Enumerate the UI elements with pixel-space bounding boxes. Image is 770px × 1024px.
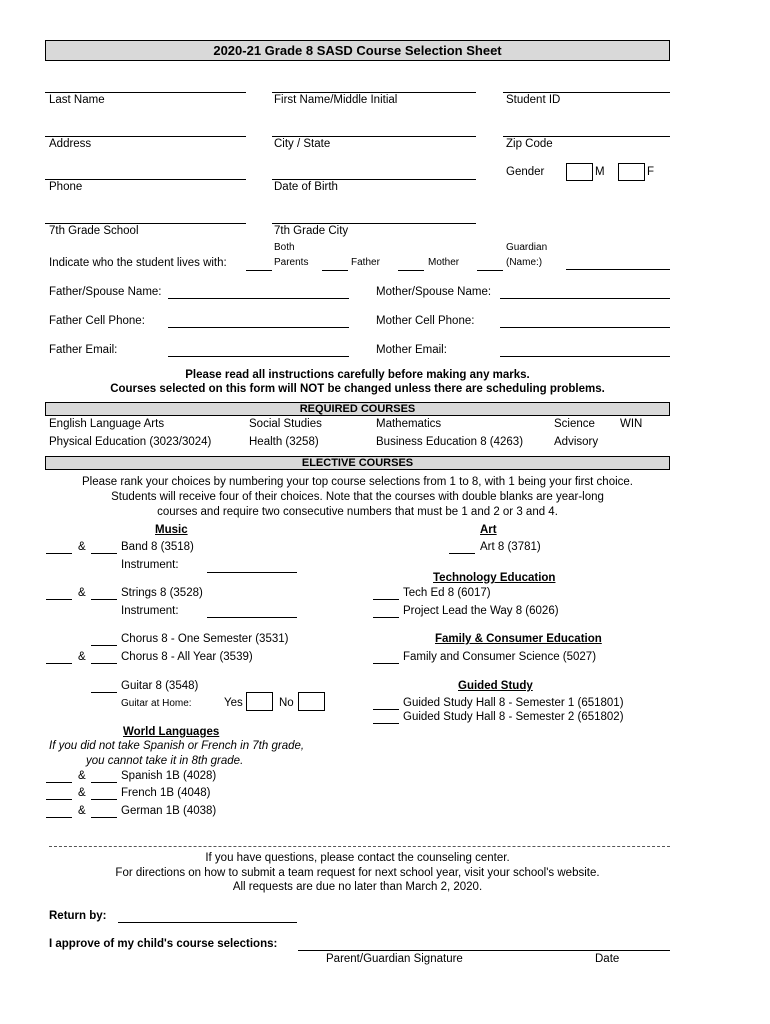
guitar-rank[interactable] xyxy=(91,692,117,693)
german-rank-1[interactable] xyxy=(46,817,72,818)
lives-with-label: Indicate who the student lives with: xyxy=(49,257,227,269)
father-blank[interactable] xyxy=(322,270,348,271)
dob-line[interactable] xyxy=(272,179,476,180)
father-email-line[interactable] xyxy=(168,356,349,357)
strings-instrument-line[interactable] xyxy=(207,617,297,618)
art-heading: Art xyxy=(480,524,497,536)
spanish-label: Spanish 1B (4028) xyxy=(121,770,217,782)
art-rank[interactable] xyxy=(449,553,475,554)
french-label: French 1B (4048) xyxy=(121,787,211,799)
instructions-line1: Please read all instructions carefully before making any marks. xyxy=(185,369,530,381)
fcs-label: Family and Consumer Science (5027) xyxy=(403,651,597,663)
gender-label: Gender xyxy=(506,166,545,178)
guardian-label: Guardian xyxy=(506,242,548,253)
mother-name-line[interactable] xyxy=(500,298,670,299)
art-label: Art 8 (3781) xyxy=(480,541,541,553)
elective-instructions-1: Please rank your choices by numbering your top course selections from 1 to 8, with 1 being your first choice. xyxy=(82,476,633,488)
band-instrument-line[interactable] xyxy=(207,572,297,573)
mother-email-line[interactable] xyxy=(500,356,670,357)
elective-courses-header: ELECTIVE COURSES xyxy=(45,456,670,470)
required-math: Mathematics xyxy=(376,418,442,430)
pltw-label: Project Lead the Way 8 (6026) xyxy=(403,605,559,617)
both-parents-blank[interactable] xyxy=(246,270,272,271)
fcs-heading: Family & Consumer Education xyxy=(435,633,602,645)
chorus-all-label: Chorus 8 - All Year (3539) xyxy=(121,651,253,663)
strings-rank-1[interactable] xyxy=(46,599,72,600)
return-by-label: Return by: xyxy=(49,910,107,922)
guided-study-heading: Guided Study xyxy=(458,680,533,692)
both-label: Both xyxy=(274,242,295,253)
strings-label: Strings 8 (3528) xyxy=(121,587,203,599)
address-label: Address xyxy=(49,138,92,150)
father-label: Father xyxy=(351,257,380,268)
technology-heading: Technology Education xyxy=(433,572,556,584)
amp: & xyxy=(78,587,86,599)
guided-sem2-label: Guided Study Hall 8 - Semester 2 (651802) xyxy=(403,711,624,723)
required-courses-header: REQUIRED COURSES xyxy=(45,402,670,416)
chorus-all-rank-2[interactable] xyxy=(91,663,117,664)
mother-label: Mother xyxy=(428,257,460,268)
zip-label: Zip Code xyxy=(506,138,553,150)
strings-rank-2[interactable] xyxy=(91,599,117,600)
footer-line-3: All requests are due no later than March 2, 2020. xyxy=(232,881,483,893)
required-ela: English Language Arts xyxy=(49,418,165,430)
phone-label: Phone xyxy=(49,181,83,193)
student-id-label: Student ID xyxy=(506,94,561,106)
guardian-name-label: (Name:) xyxy=(506,257,543,268)
amp: & xyxy=(78,805,86,817)
tech-ed-rank[interactable] xyxy=(373,599,399,600)
guardian-blank[interactable] xyxy=(477,270,503,271)
pltw-rank[interactable] xyxy=(373,617,399,618)
mother-blank[interactable] xyxy=(398,270,424,271)
elective-instructions-3: courses and require two consecutive numbers that must be 1 and 2 or 3 and 4. xyxy=(157,506,558,518)
music-heading: Music xyxy=(155,524,188,536)
last-name-label: Last Name xyxy=(49,94,105,106)
fcs-rank[interactable] xyxy=(373,663,399,664)
mother-cell-line[interactable] xyxy=(500,327,670,328)
guided-sem1-rank[interactable] xyxy=(373,709,399,710)
return-by-line[interactable] xyxy=(118,922,297,923)
guitar-label: Guitar 8 (3548) xyxy=(121,680,199,692)
gender-m-label: M xyxy=(595,166,605,178)
father-cell-line[interactable] xyxy=(168,327,349,328)
father-email-label: Father Email: xyxy=(49,344,118,356)
spanish-rank-1[interactable] xyxy=(46,782,72,783)
required-health: Health (3258) xyxy=(249,436,319,448)
signature-line[interactable] xyxy=(298,950,670,951)
amp: & xyxy=(78,787,86,799)
student-id-line[interactable] xyxy=(503,92,670,93)
languages-note-2: you cannot take it in 8th grade. xyxy=(86,755,244,767)
first-name-line[interactable] xyxy=(272,92,476,93)
instructions-line2: Courses selected on this form will NOT be changed unless there are scheduling problems. xyxy=(110,383,605,395)
footer-line-1: If you have questions, please contact the counseling center. xyxy=(205,852,510,864)
amp: & xyxy=(78,541,86,553)
band-instrument-label: Instrument: xyxy=(121,559,179,571)
school7-line[interactable] xyxy=(45,223,246,224)
required-science: Science xyxy=(554,418,595,430)
school7-label: 7th Grade School xyxy=(49,225,139,237)
band-label: Band 8 (3518) xyxy=(121,541,194,553)
required-business: Business Education 8 (4263) xyxy=(376,436,524,448)
guardian-name-line[interactable] xyxy=(566,269,670,270)
chorus-one-label: Chorus 8 - One Semester (3531) xyxy=(121,633,289,645)
elective-instructions-2: Students will receive four of their choices. Note that the courses with double blanks are year-long xyxy=(111,491,604,503)
band-rank-1[interactable] xyxy=(46,553,72,554)
required-advisory: Advisory xyxy=(554,436,599,448)
first-name-label: First Name/Middle Initial xyxy=(274,94,398,106)
zip-line[interactable] xyxy=(503,136,670,137)
signature-label: Parent/Guardian Signature xyxy=(326,953,463,965)
parents-label: Parents xyxy=(274,257,309,268)
last-name-line[interactable] xyxy=(45,92,246,93)
father-name-label: Father/Spouse Name: xyxy=(49,286,162,298)
required-pe: Physical Education (3023/3024) xyxy=(49,436,212,448)
amp: & xyxy=(78,770,86,782)
guitar-no-checkbox[interactable] xyxy=(298,692,325,711)
amp: & xyxy=(78,651,86,663)
guided-sem1-label: Guided Study Hall 8 - Semester 1 (651801) xyxy=(403,697,624,709)
footer-divider xyxy=(49,846,670,847)
gender-m-checkbox[interactable] xyxy=(566,163,593,181)
mother-name-label: Mother/Spouse Name: xyxy=(376,286,492,298)
languages-note-1: If you did not take Spanish or French in 7th grade, xyxy=(49,740,305,752)
chorus-one-rank[interactable] xyxy=(91,645,117,646)
city-state-line[interactable] xyxy=(272,136,476,137)
required-win: WIN xyxy=(620,418,643,430)
guided-sem2-rank[interactable] xyxy=(373,723,399,724)
guitar-yes-checkbox[interactable] xyxy=(246,692,273,711)
tech-ed-label: Tech Ed 8 (6017) xyxy=(403,587,491,599)
approve-label: I approve of my child's course selections: xyxy=(49,938,278,950)
guitar-yes-label: Yes xyxy=(224,697,243,709)
chorus-all-rank-1[interactable] xyxy=(46,663,72,664)
french-rank-1[interactable] xyxy=(46,799,72,800)
father-name-line[interactable] xyxy=(168,298,349,299)
spanish-rank-2[interactable] xyxy=(91,782,117,783)
mother-cell-label: Mother Cell Phone: xyxy=(376,315,475,327)
city7-line[interactable] xyxy=(272,223,476,224)
address-line[interactable] xyxy=(45,136,246,137)
band-rank-2[interactable] xyxy=(91,553,117,554)
city-state-label: City / State xyxy=(274,138,331,150)
date-label: Date xyxy=(595,953,620,965)
german-rank-2[interactable] xyxy=(91,817,117,818)
french-rank-2[interactable] xyxy=(91,799,117,800)
guitar-no-label: No xyxy=(279,697,294,709)
german-label: German 1B (4038) xyxy=(121,805,217,817)
required-social-studies: Social Studies xyxy=(249,418,322,430)
form-title: 2020-21 Grade 8 SASD Course Selection Sheet xyxy=(45,40,670,61)
world-languages-heading: World Languages xyxy=(123,726,220,738)
guitar-home-label: Guitar at Home: xyxy=(121,698,192,709)
dob-label: Date of Birth xyxy=(274,181,338,193)
mother-email-label: Mother Email: xyxy=(376,344,447,356)
strings-instrument-label: Instrument: xyxy=(121,605,179,617)
gender-f-checkbox[interactable] xyxy=(618,163,645,181)
gender-f-label: F xyxy=(647,166,655,178)
footer-line-2: For directions on how to submit a team request for next school year, visit your school's website. xyxy=(115,867,600,879)
city7-label: 7th Grade City xyxy=(274,225,349,237)
father-cell-label: Father Cell Phone: xyxy=(49,315,145,327)
phone-line[interactable] xyxy=(45,179,246,180)
